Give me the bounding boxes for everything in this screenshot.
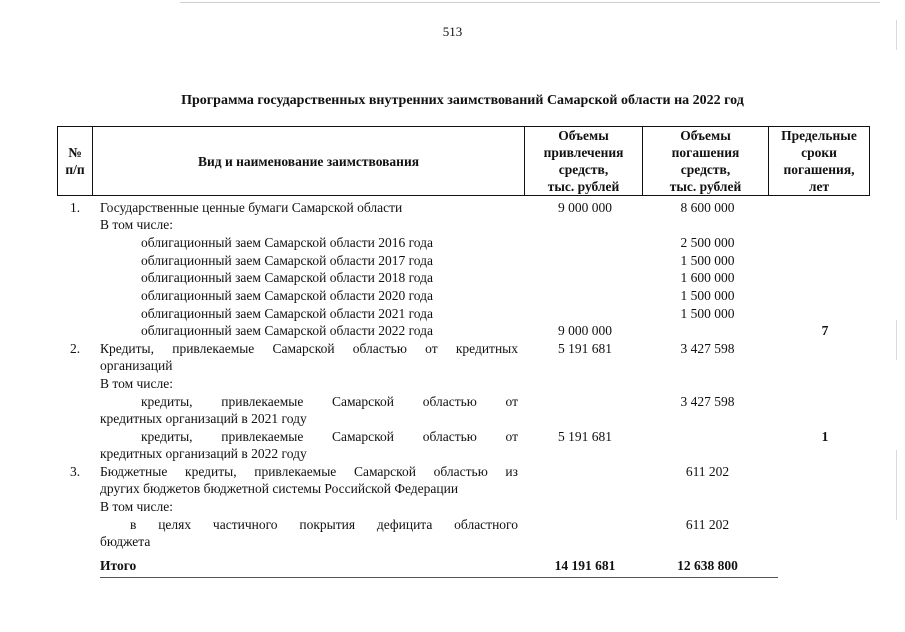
page-number: 513: [442, 24, 463, 39]
total-underline: [100, 577, 778, 578]
header-terms: [768, 126, 870, 196]
header-attract-line: Объемы: [558, 128, 609, 143]
header-repay-line: Объемы: [680, 128, 731, 143]
row-name: Государственные ценные бумаги Самарской области: [100, 200, 403, 215]
attract-value: 9 000 000: [558, 323, 612, 338]
scan-edge-mark: [896, 20, 897, 50]
header-name-line: Вид и наименование заимствования: [197, 153, 420, 169]
header-name: [92, 126, 525, 196]
row-name: В том числе:: [100, 376, 173, 391]
header-terms-line: Предельные: [781, 128, 857, 143]
repay-value: 1 500 000: [680, 253, 735, 268]
row-name: облигационный заем Самарской области 2020 года: [141, 288, 434, 303]
row-name: В том числе:: [100, 499, 173, 514]
header-terms-line: погашения,: [783, 162, 855, 177]
top-scan-rule: [180, 2, 880, 3]
header-attract: [524, 126, 643, 196]
total-repay: 12 638 800: [677, 558, 738, 573]
row-name: облигационный заем Самарской области 2022 года: [141, 323, 434, 338]
attract-value: 5 191 681: [558, 429, 612, 444]
row-name: облигационный заем Самарской области 2017 года: [141, 253, 434, 268]
repay-value: 2 500 000: [680, 235, 735, 250]
header-repay-line: тыс. рублей: [669, 179, 742, 194]
repay-value: 1 600 000: [680, 270, 735, 285]
row-name: облигационный заем Самарской области 2018 года: [141, 270, 434, 285]
row-name-cont: бюджета: [100, 534, 151, 549]
document-title: Программа государственных внутренних заимствований Самарской области на 2022 год: [181, 93, 744, 108]
row-number: 3.: [69, 464, 81, 479]
attract-value: 9 000 000: [558, 200, 612, 215]
header-repay-line: погашения: [671, 145, 740, 160]
total-attract: 14 191 681: [554, 558, 616, 573]
row-number: 2.: [69, 341, 81, 356]
row-name: В том числе:: [100, 217, 173, 232]
repay-value: 3 427 598: [680, 394, 735, 409]
header-attract-line: средств,: [558, 162, 609, 177]
repay-value: 611 202: [685, 517, 730, 532]
header-terms-line: лет: [808, 179, 830, 194]
row-name: в целях частичного покрытия дефицита областного: [130, 517, 518, 532]
repay-value: 611 202: [685, 464, 730, 479]
scan-edge-mark: [896, 450, 897, 520]
repay-value: 8 600 000: [680, 200, 735, 215]
row-name: Кредиты, привлекаемые Самарской областью от кредитных: [100, 341, 518, 356]
row-name: облигационный заем Самарской области 2016 года: [141, 235, 434, 250]
attract-value: 5 191 681: [558, 341, 612, 356]
row-name: кредиты, привлекаемые Самарской областью от: [141, 429, 518, 444]
row-name: Бюджетные кредиты, привлекаемые Самарской областью из: [100, 464, 518, 479]
row-number: 1.: [69, 200, 81, 215]
repay-value: 1 500 000: [680, 306, 735, 321]
total-label: Итого: [100, 558, 137, 573]
row-name-cont: других бюджетов бюджетной системы Российской Федерации: [100, 481, 459, 496]
header-num: [57, 126, 93, 196]
header-attract-line: тыс. рублей: [547, 179, 620, 194]
header-attract-line: привлечения: [543, 145, 624, 160]
term-value: 7: [821, 323, 829, 338]
header-num-line: п/п: [65, 162, 85, 177]
term-value: 1: [821, 429, 829, 444]
scan-edge-mark: [896, 320, 897, 360]
repay-value: 1 500 000: [680, 288, 735, 303]
row-name-cont: кредитных организаций в 2021 году: [100, 411, 307, 426]
header-repay-line: средств,: [680, 162, 731, 177]
header-terms-line: сроки: [801, 145, 837, 160]
header-num-line: №: [68, 145, 82, 160]
row-name-cont: кредитных организаций в 2022 году: [100, 446, 307, 461]
repay-value: 3 427 598: [680, 341, 735, 356]
row-name-cont: организаций: [100, 358, 173, 373]
row-name: облигационный заем Самарской области 2021 года: [141, 306, 434, 321]
row-name: кредиты, привлекаемые Самарской областью от: [141, 394, 518, 409]
header-repay: [642, 126, 769, 196]
